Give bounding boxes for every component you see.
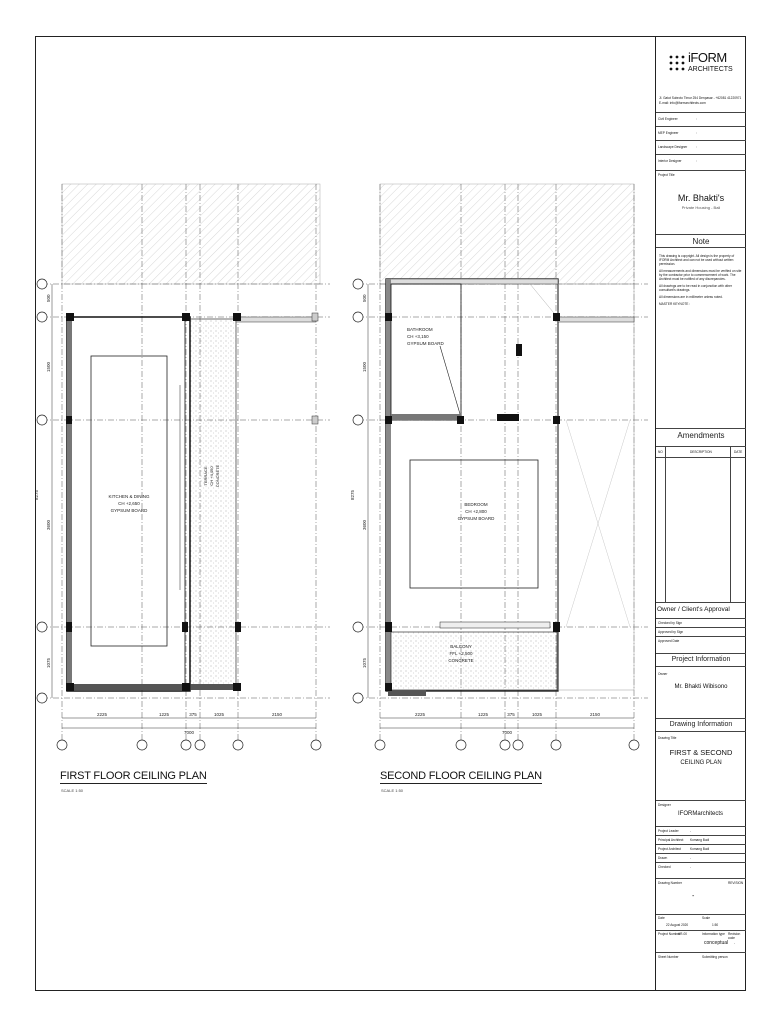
room-kitchen-name: KITCHEN & DINING (108, 494, 150, 499)
dim-left-4: 3600 (46, 519, 51, 530)
drawing-title-line2: CEILING PLAN (680, 760, 722, 766)
logo-mark-icon (668, 54, 686, 72)
room-bathroom-material: GYPSUM BOARD (407, 341, 444, 346)
team-row: Project Leader - (656, 826, 746, 835)
dim-total-b: 7000 (501, 730, 513, 735)
room-bedroom-name: BEDROOM (464, 502, 488, 507)
notes-list (659, 254, 743, 306)
project-info-heading: Project Information (656, 653, 746, 667)
consultant-row: MEP Engineer : (656, 126, 746, 140)
note-heading: Note (656, 234, 746, 248)
consultant-row: Civil Engineer : (656, 112, 746, 126)
dim-left-5: 1075 (46, 657, 51, 668)
team-row: Principal Architect Komang Budi (656, 835, 746, 844)
project-number-row: Project Number AR-00 Information type conceptual Revision code - (656, 930, 746, 952)
room-terrace-material: CONCRETE (215, 464, 220, 488)
note-item: All drawings are to be read in conjunction with other consultant's drawings. (659, 284, 732, 292)
dim-bottom-1: 2225 (96, 712, 108, 717)
note-item: All measurements and dimensions must be verified on site by the contractor prior to commencement of work. The Architect must be notified of any discrepancies. (659, 269, 742, 281)
room-bathroom-ceiling: CH +3,150 (407, 334, 429, 339)
date-value: 22 August 2020 (666, 923, 689, 927)
dim-bottom-4-b: 1025 (531, 712, 543, 717)
room-balcony-ceiling: FFL +2,500 (449, 651, 473, 656)
drawing-info-heading: Drawing Information (656, 718, 746, 732)
project-title-label: Project Title (658, 173, 675, 177)
room-bedroom-ceiling: CH +2,800 (465, 509, 487, 514)
room-balcony-name: BALCONY (450, 644, 472, 649)
designer-label: Designer (658, 803, 671, 807)
project-subtitle: Private Housing - Bali (681, 205, 721, 210)
consultant-row: Interior Designer : (656, 154, 746, 168)
dim-bottom-3: 375 (189, 712, 197, 717)
room-kitchen-material: GYPSUM BOARD (110, 508, 148, 513)
drawing-title-label: Drawing Title (658, 736, 677, 740)
team-row: Checked - (656, 862, 746, 871)
dim-bottom-5: 2150 (271, 712, 283, 717)
firm-email: E-mail: info@iformarchitects.com (659, 101, 706, 105)
owner-name: Mr. Bhakti Wibisono (674, 684, 728, 690)
dim-total: 7000 (183, 730, 195, 735)
drawing-number-box (656, 878, 746, 912)
project-title: Mr. Bhakti's (677, 193, 725, 203)
room-kitchen-ceiling: CH +2,650 (118, 501, 140, 506)
dim-left-3-b: 8275 (350, 489, 355, 500)
room-terrace-ceiling: CH +4,050 (209, 466, 214, 486)
drawing-title-line1: FIRST & SECOND (669, 748, 733, 757)
plan-title-first: FIRST FLOOR CEILING PLAN (60, 770, 207, 782)
note-item: All dimensions are in millimeter unless noted. (659, 295, 723, 299)
amendments-heading: Amendments (656, 428, 746, 442)
dim-left-2: 1500 (46, 361, 51, 372)
revision-label: REVISION (728, 881, 744, 885)
title-block (655, 36, 746, 991)
note-item: MASTER KEYNOTE : (659, 302, 691, 306)
dim-left-3: 8275 (34, 489, 39, 500)
designer-name: IFORMarchitects (678, 811, 724, 817)
approval-row: Approved Date (656, 636, 746, 645)
plan-title-second: SECOND FLOOR CEILING PLAN (380, 770, 542, 782)
first-floor-plan (34, 184, 330, 750)
approval-heading: Owner / Client's Approval (656, 602, 746, 616)
team-row: Project Architect Komang Budi (656, 844, 746, 853)
plan-scale-second: SCALE 1:50 (381, 788, 404, 793)
approval-row: Checked by Sign (656, 618, 746, 627)
note-item: This drawing is copyright. All design is the property of IFORM Architect and can not be used without written permission. (659, 254, 735, 266)
dim-left-5-b: 1075 (362, 657, 367, 668)
room-bathroom-name: BATHROOM (407, 327, 433, 332)
sheet-row: Sheet Number Submitting person (656, 952, 746, 990)
drawing-number-label: Drawing Number (658, 881, 682, 885)
dim-bottom-3-b: 375 (507, 712, 515, 717)
dim-left-1-b: 500 (362, 294, 367, 302)
second-floor-plan (350, 184, 648, 750)
scale-value: 1:50 (712, 923, 719, 927)
dim-bottom-5-b: 2150 (589, 712, 601, 717)
firm-logo (668, 48, 738, 82)
dim-left-4-b: 3600 (362, 519, 367, 530)
dim-left-2-b: 1500 (362, 361, 367, 372)
dim-bottom-1-b: 2225 (414, 712, 426, 717)
team-row: Drawn - (656, 853, 746, 862)
project-title-box (656, 170, 746, 234)
firm-address: Jl. Gatot Subroto Timur 254 Denpasar - +62081 41220971 (659, 96, 742, 100)
designer-box (656, 800, 746, 826)
amendments-header-row: NO DESCRIPTION DATE (656, 446, 746, 458)
date-scale-row: Date 22 August 2020 Scale 1:50 (656, 914, 746, 930)
dim-left-1: 500 (46, 294, 51, 302)
firm-name: iFORM (688, 50, 727, 65)
room-terrace-name: TERRACE (203, 466, 208, 486)
room-balcony-material: CONCRETE (448, 658, 474, 663)
room-bedroom-material: GYPSUM BOARD (457, 516, 495, 521)
approval-row: Approved by Sign (656, 627, 746, 636)
dim-bottom-2-b: 1225 (477, 712, 489, 717)
owner-label: Owner (658, 672, 668, 676)
drawing-number: - (692, 893, 695, 900)
info-type-value: conceptual (704, 940, 729, 946)
plan-scale-first: SCALE 1:50 (61, 788, 84, 793)
consultant-row: Landscape Designer : (656, 140, 746, 154)
dim-bottom-4: 1025 (213, 712, 225, 717)
firm-sub: ARCHITECTS (688, 66, 733, 73)
dim-bottom-2: 1225 (158, 712, 170, 717)
